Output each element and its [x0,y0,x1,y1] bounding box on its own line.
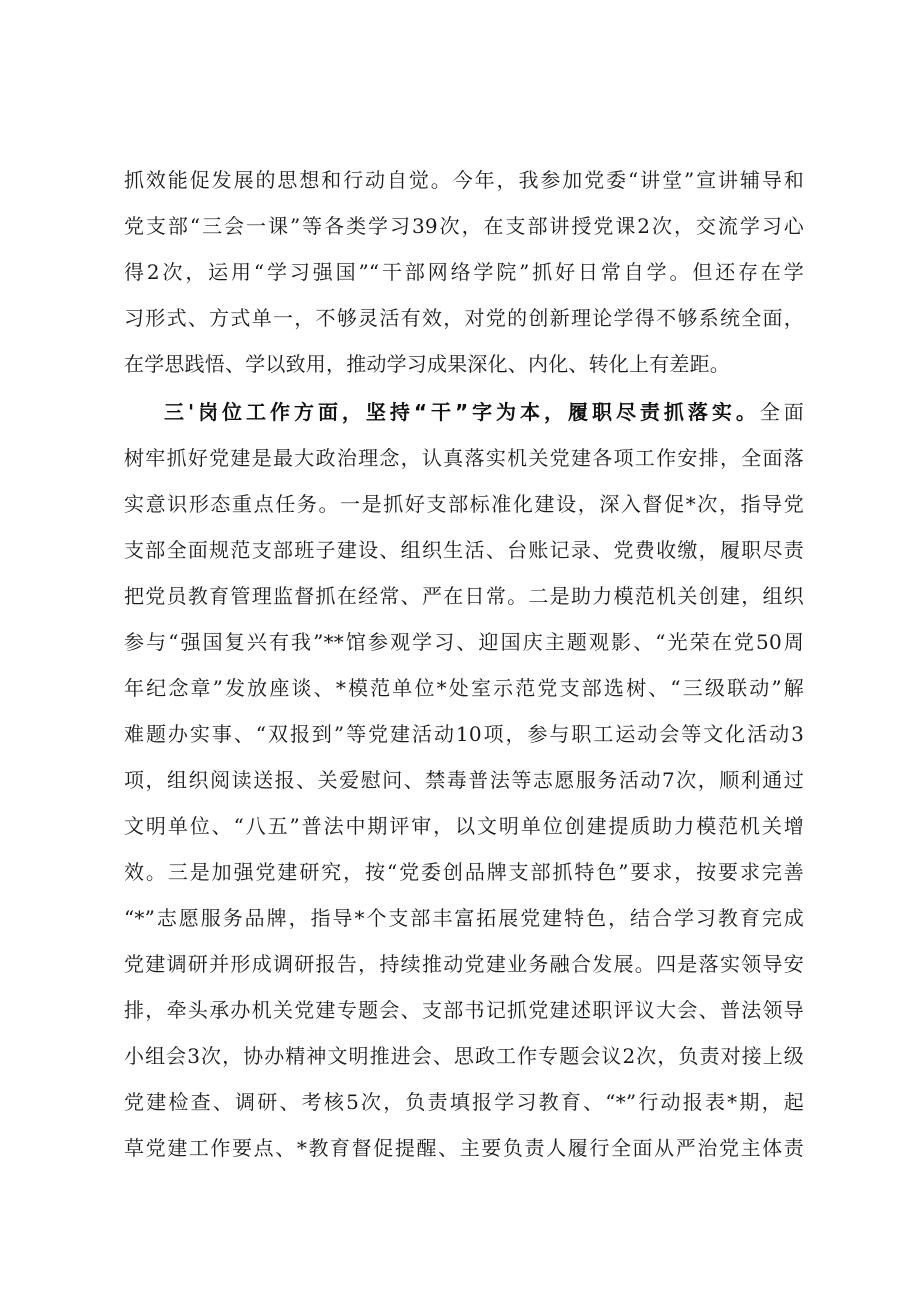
text-line: 小组会3次，协办精神文明推进会、思政工作专题会议2次，负责对接上级 [124,1044,804,1068]
text-line: 党支部“三会一课”等各类学习39次，在支部讲授党课2次，交流学习心 [124,214,804,238]
text-line: 年纪念章”发放座谈、*模范单位*处室示范党支部选树、“三级联动”解 [124,676,804,700]
paragraph-2-first-line [164,392,804,432]
text-line: 抓效能促发展的思想和行动自觉。今年，我参加党委“讲堂”宣讲辅导和 [124,168,804,192]
text-line: 得2次，运用“学习强国”“干部网络学院”抓好日常自学。但还存在学 [124,260,804,284]
text-line: 在学思践悟、学以致用，推动学习成果深化、内化、转化上有差距。 [124,352,730,376]
heading-line-rest: 全面 [759,400,804,424]
text-line: “*”志愿服务品牌，指导*个支部丰富拓展党建特色，结合学习教育完成 [124,906,804,930]
text-line: 习形式、方式单一，不够灵活有效，对党的创新理论学得不够系统全面， [124,306,804,330]
text-line: 项，组织阅读送报、关爱慰问、禁毒普法等志愿服务活动7次，顺利通过 [124,768,804,792]
text-line: 草党建工作要点、*教育督促提醒、主要负责人履行全面从严治党主体责 [124,1136,804,1160]
text-line: 实意识形态重点任务。一是抓好支部标准化建设，深入督促*次，指导党 [124,492,804,516]
text-line: 参与“强国复兴有我”**馆参观学习、迎国庆主题观影、“光荣在党50周 [124,630,804,654]
text-line: 文明单位、“八五”普法中期评审，以文明单位创建提质助力模范机关增 [124,814,804,838]
text-line: 党建检查、调研、考核5次，负责填报学习教育、“*”行动报表*期，起 [124,1090,804,1114]
text-line: 把党员教育管理监督抓在经常、严在日常。二是助力模范机关创建，组织 [124,584,804,608]
text-line: 树牢抓好党建是最大政治理念，认真落实机关党建各项工作安排，全面落 [124,446,804,470]
section-heading: 三'岗位工作方面，坚持“干”字为本，履职尽责抓落实。 [164,400,760,424]
text-line: 效。三是加强党建研究，按“党委创品牌支部抓特色”要求，按要求完善 [124,860,804,884]
text-line: 党建调研并形成调研报告，持续推动党建业务融合发展。四是落实领导安 [124,952,804,976]
text-line: 难题办实事、“双报到”等党建活动10项，参与职工运动会等文化活动3 [124,722,804,746]
text-line: 支部全面规范支部班子建设、组织生活、台账记录、党费收缴，履职尽责 [124,538,804,562]
text-line: 排，牵头承办机关党建专题会、支部书记抓党建述职评议大会、普法领导 [124,998,804,1022]
